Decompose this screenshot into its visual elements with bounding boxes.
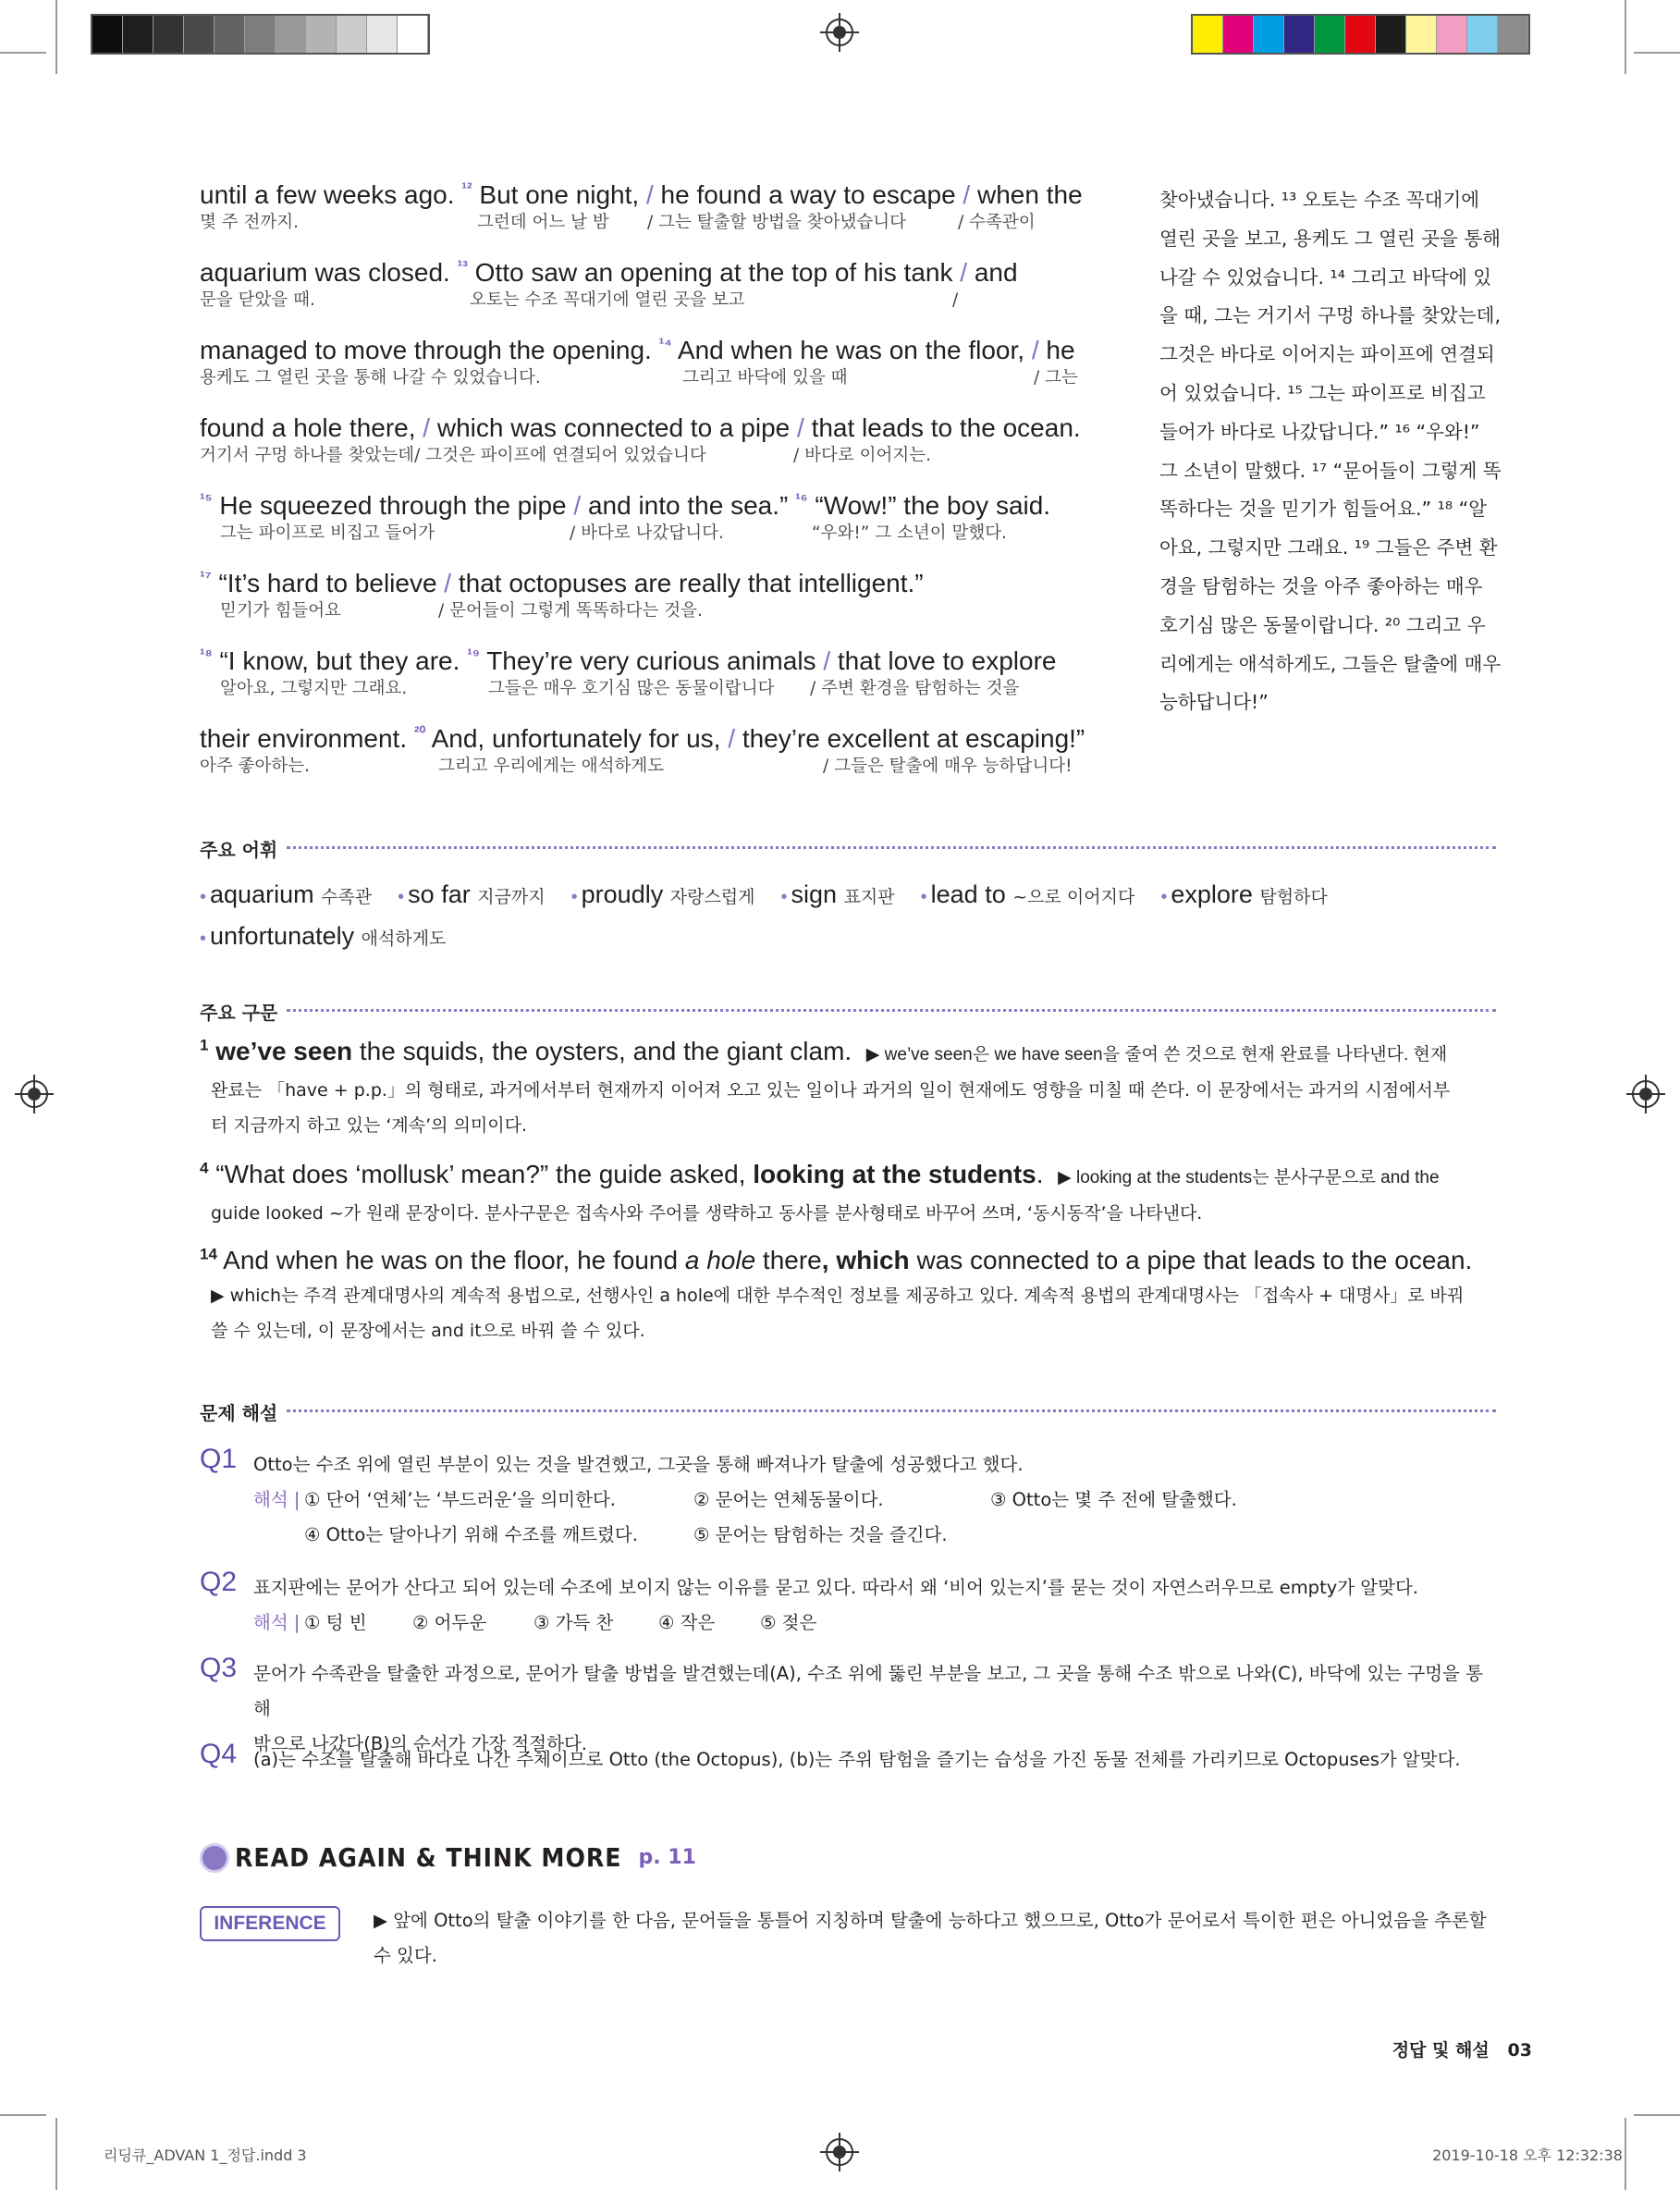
vocab-meaning: ~으로 이어지다: [1012, 887, 1135, 907]
text-chunk: They’re very curious animals: [479, 646, 816, 675]
gloss-chunk: 그리고 바닥에 있을 때: [682, 368, 848, 388]
crop-mark: [1634, 2114, 1680, 2116]
slash-mark: /: [566, 491, 588, 520]
gloss-chunk: / 바다로 이어지는.: [793, 446, 931, 465]
gloss-chunk: 그리고 우리에게는 애석하게도: [438, 757, 665, 776]
color-swatch: [276, 16, 306, 53]
gloss-chunk: 그런데 어느 날 밤: [477, 213, 609, 232]
answer-explanation: (a)는 수조를 탈출해 바다로 나간 주체이므로 Otto (the Octopus), (b)는 주위 탐험을 즐기는 습성을 가진 동물 전체를 가리키므로 Octopuses가 알맞다.: [253, 1749, 1461, 1770]
date-slug: 2019-10-18 오후 12:32:38: [1432, 2147, 1623, 2164]
question-label: Q3: [200, 1653, 238, 1683]
text-chunk: aquarium was closed.: [200, 258, 458, 287]
english-line: [200, 490, 1087, 522]
english-line: [200, 723, 1087, 755]
gloss-chunk: 오토는 수조 꼭대기에 열린 곳을 보고: [470, 290, 745, 310]
english-line: [200, 179, 1087, 211]
phrase-text: .: [1036, 1160, 1044, 1188]
phrase-emphasis: we’ve seen: [215, 1037, 353, 1065]
inference-badge: INFERENCE: [200, 1906, 340, 1941]
vocab-word: sign: [791, 880, 838, 908]
option: ② 어두운: [412, 1612, 487, 1633]
text-chunk: “I know, but they are.: [212, 646, 468, 675]
phrase-text: “What does ‘mollusk’ mean?” the guide asked,: [215, 1160, 754, 1188]
text-chunk: But one night,: [472, 180, 640, 209]
read-again-title: READ AGAIN & THINK MORE: [235, 1842, 622, 1873]
read-again-heading: [200, 1842, 696, 1873]
text-chunk: their environment.: [200, 724, 414, 753]
color-swatch: [1437, 16, 1467, 53]
slash-mark: /: [1024, 336, 1047, 364]
korean-gloss: [200, 755, 1087, 779]
page-number: 03: [1507, 2040, 1532, 2061]
sentence-number: ¹⁷: [200, 568, 212, 586]
gloss-chunk: 거기서 구멍 하나를 찾았는데/ 그것은 파이프에 연결되어 있었습니다: [200, 446, 706, 465]
phrase-explanation: ▶ we’ve seen은 we have seen을 줄여 쓴 것으로 현재 완료를 나타낸다. 현재: [865, 1045, 1448, 1064]
vocab-item: [571, 875, 755, 917]
answer-explanation: 문어가 수족관을 탈출한 과정으로, 문어가 탈출 방법을 발견했는데(A), 수조 위에 뚫린 부분을 보고, 그 곳을 통해 수조 밖으로 나와(C), 바닥에 있는 구멍을 통해: [253, 1663, 1483, 1719]
text-chunk: until a few weeks ago.: [200, 180, 462, 209]
text-chunk: and: [974, 258, 1018, 287]
color-swatch: [153, 16, 184, 53]
file-slug: 리딩큐_ADVAN 1_정답.indd 3: [104, 2147, 307, 2164]
question-label: Q4: [200, 1739, 238, 1769]
phrase-sentence: [200, 1243, 1494, 1278]
phrase-text: was connected to a pipe that leads to the ocean.: [909, 1246, 1473, 1274]
slash-mark: /: [720, 724, 742, 753]
phrase-section-title: 주요 구문: [200, 1002, 278, 1024]
gloss-chunk: / 문어들이 그렇게 똑똑하다는 것을.: [438, 601, 703, 621]
crop-mark: [0, 2114, 46, 2116]
option: ① 단어 ‘연체’는 ‘부드러운’을 의미한다.: [304, 1489, 616, 1510]
vocab-item: [200, 875, 372, 917]
text-chunk: found a hole there,: [200, 413, 416, 442]
reading-line: [200, 412, 1087, 468]
vocab-item: [921, 875, 1135, 917]
color-swatch: [245, 16, 276, 53]
bullet-icon: •: [780, 887, 788, 907]
bullet-icon: •: [398, 887, 405, 907]
phrase-text: And when he was on the floor, he found: [223, 1246, 685, 1274]
answer-options: [253, 1518, 1492, 1553]
answer-explanation: Otto는 수조 위에 열린 부분이 있는 것을 발견했고, 그곳을 통해 빠져나가 탈출에 성공했다고 했다.: [253, 1454, 1024, 1475]
text-chunk: he found a way to escape: [660, 180, 956, 209]
registration-mark-icon: [826, 2138, 853, 2166]
gloss-chunk: / 주변 환경을 탐험하는 것을: [810, 679, 1020, 698]
answer-text: [253, 1447, 1492, 1553]
phrase-text: the squids, the oysters, and the giant clam.: [352, 1037, 852, 1065]
crop-mark: [1634, 52, 1680, 54]
registration-mark-icon: [1632, 1080, 1660, 1108]
page-reference: p. 11: [638, 1846, 696, 1869]
crop-mark: [55, 2118, 57, 2190]
vocab-meaning: 애석하게도: [361, 929, 447, 949]
option: ③ Otto는 몇 주 전에 탈출했다.: [990, 1489, 1237, 1510]
bullet-icon: •: [200, 887, 207, 907]
answer-text: [253, 1570, 1492, 1641]
korean-gloss: [200, 289, 1087, 313]
korean-gloss: [200, 599, 1087, 623]
color-swatch: [1254, 16, 1284, 53]
vocab-word: so far: [408, 880, 471, 908]
gloss-chunk: /: [952, 290, 959, 310]
color-swatch: [1406, 16, 1437, 53]
gloss-chunk: 용케도 그 열린 곳을 통해 나갈 수 있었습니다.: [200, 368, 541, 388]
crop-mark: [55, 0, 57, 74]
vocab-section-title: 주요 어휘: [200, 839, 278, 861]
vocab-word: explore: [1171, 880, 1253, 908]
answer-options: [253, 1483, 1492, 1518]
color-swatch: [184, 16, 215, 53]
english-line: [200, 646, 1087, 677]
sentence-number: ²⁰: [413, 723, 426, 742]
phrase-text: there: [755, 1246, 822, 1274]
color-swatch: [367, 16, 398, 53]
circle-bullet-icon: [200, 1843, 229, 1873]
korean-gloss: [200, 211, 1087, 235]
question-label: Q2: [200, 1567, 238, 1597]
color-swatch: [92, 16, 123, 53]
color-swatch: [1284, 16, 1315, 53]
text-chunk: managed to move through the opening.: [200, 336, 659, 364]
text-chunk: And, unfortunately for us,: [425, 724, 721, 753]
color-swatch: [1223, 16, 1254, 53]
gloss-chunk: / 바다로 나갔답니다.: [570, 523, 724, 543]
bullet-icon: •: [200, 929, 207, 949]
color-swatch: [337, 16, 367, 53]
answers-section-title: 문제 해설: [200, 1402, 278, 1424]
phrase-sentence: [200, 1034, 1494, 1073]
color-swatch: [398, 16, 428, 53]
inference-text: [374, 1903, 1492, 1974]
section-divider: [287, 1009, 1496, 1012]
gloss-chunk: “우와!” 그 소년이 말했다.: [812, 523, 1007, 543]
phrase-italic: a hole: [684, 1246, 756, 1274]
reading-line: [200, 335, 1087, 390]
color-swatch: [1467, 16, 1498, 53]
english-line: [200, 257, 1087, 289]
text-chunk: that leads to the ocean.: [811, 413, 1081, 442]
gloss-chunk: / 그는: [1034, 368, 1078, 388]
gloss-chunk: / 그들은 탈출에 매우 능하답니다!: [823, 757, 1073, 776]
vocab-meaning: 자랑스럽게: [669, 887, 755, 907]
registration-mark-icon: [826, 18, 853, 46]
bullet-icon: •: [570, 887, 578, 907]
crop-mark: [1625, 2118, 1626, 2190]
vocab-meaning: 수족관: [321, 887, 373, 907]
reading-line: [200, 490, 1087, 546]
sentence-number: 14: [200, 1245, 217, 1263]
phrase-item: [200, 1243, 1494, 1348]
phrase-item: [200, 1034, 1494, 1143]
text-chunk: and into the sea.”: [587, 491, 796, 520]
text-chunk: Otto saw an opening at the top of his tank: [467, 258, 953, 287]
phrase-explanation: ▶ which는 주격 관계대명사의 계속적 용법으로, 선행사인 a hole에 대한 부수적인 정보를 제공하고 있다. 계속적 용법의 관계대명사는 「접속사 + 대명사」로 바꿔: [211, 1286, 1465, 1306]
korean-gloss: [200, 366, 1087, 390]
gray-color-bar: [91, 14, 430, 55]
text-chunk: “It’s hard to believe: [211, 569, 437, 597]
section-divider: [287, 846, 1496, 849]
vocab-list: [200, 875, 1354, 958]
sentence-number: ¹⁸: [200, 646, 213, 664]
gloss-chunk: 믿기가 힘들어요: [220, 601, 341, 621]
vocab-item: [200, 917, 446, 958]
page-footer: [1392, 2036, 1532, 2061]
color-swatch: [1498, 16, 1528, 53]
reading-line: [200, 646, 1087, 701]
question-label: Q1: [200, 1444, 238, 1474]
footer-section: 정답 및 해설: [1392, 2040, 1490, 2061]
vocab-word: aquarium: [210, 880, 314, 908]
sentence-number: ¹⁴: [658, 335, 672, 353]
phrase-explanation: 쓸 수 있는데, 이 문장에서는 and it으로 바꿔 쓸 수 있다.: [211, 1321, 645, 1341]
option: ④ Otto는 달아나기 위해 수조를 깨트렸다.: [304, 1524, 638, 1545]
bullet-icon: •: [920, 887, 927, 907]
phrase-explanation: ▶ looking at the students는 분사구문으로 and the: [1058, 1168, 1440, 1187]
color-swatch: [1193, 16, 1223, 53]
section-divider: [287, 1409, 1496, 1412]
vocab-item: [398, 875, 545, 917]
translation-label: 해석 |: [253, 1612, 300, 1633]
gloss-chunk: 그들은 매우 호기심 많은 동물이랍니다: [488, 679, 775, 698]
text-chunk: And when he was on the floor,: [671, 336, 1025, 364]
sentence-number: ¹³: [457, 257, 468, 276]
text-chunk: they’re excellent at escaping!”: [742, 724, 1085, 753]
english-line: [200, 335, 1087, 366]
inference-line: 수 있다.: [374, 1945, 437, 1966]
phrase-explanation: 완료는 「have + p.p.」의 형태로, 과거에서부터 현재까지 이어져 오고 있는 일이나 과거의 일이 현재에도 영향을 미칠 때 쓴다. 이 문장에서는 과거의 시점에서부: [211, 1080, 1451, 1101]
gloss-chunk: / 그는 탈출할 방법을 찾아냈습니다: [647, 213, 906, 232]
color-swatch: [1315, 16, 1345, 53]
reading-line: [200, 568, 1087, 623]
phrase-sentence: [200, 1157, 1494, 1196]
phrase-explanation: 터 지금까지 하고 있는 ‘계속’의 의미이다.: [211, 1115, 527, 1136]
text-chunk: he: [1046, 336, 1075, 364]
vocab-word: lead to: [930, 880, 1006, 908]
option: ① 텅 빈: [304, 1612, 367, 1633]
vocab-item: [781, 875, 895, 917]
slash-mark: /: [790, 413, 812, 442]
sentence-number: 1: [200, 1036, 209, 1054]
sentence-number: 4: [200, 1159, 209, 1177]
slash-mark: /: [415, 413, 437, 442]
slash-mark: /: [955, 180, 977, 209]
sentence-number: ¹⁶: [795, 490, 808, 509]
english-line: [200, 568, 1087, 599]
phrase-item: [200, 1157, 1494, 1231]
phrase-emphasis: , which: [821, 1246, 910, 1274]
option: ③ 가득 찬: [533, 1612, 614, 1633]
vocab-word: unfortunately: [210, 922, 355, 950]
vocab-meaning: 지금까지: [477, 887, 546, 907]
text-chunk: He squeezed through the pipe: [212, 491, 567, 520]
text-chunk: “Wow!” the boy said.: [807, 491, 1051, 520]
gloss-chunk: 문을 닫았을 때.: [200, 290, 315, 310]
text-chunk: which was connected to a pipe: [436, 413, 791, 442]
sentence-number: ¹²: [461, 179, 472, 198]
gloss-chunk: / 수족관이: [958, 213, 1036, 232]
slash-mark: /: [639, 180, 661, 209]
option: ⑤ 젖은: [760, 1612, 817, 1633]
slash-mark: /: [815, 646, 838, 675]
vocab-item: [1160, 875, 1328, 917]
phrase-emphasis: looking at the students: [753, 1160, 1036, 1188]
gloss-chunk: 그는 파이프로 비집고 들어가: [220, 523, 435, 543]
option: ④ 작은: [658, 1612, 716, 1633]
color-swatch: [1376, 16, 1406, 53]
gloss-chunk: 몇 주 전까지.: [200, 213, 299, 232]
gloss-chunk: 아주 좋아하는.: [200, 757, 310, 776]
reading-line: [200, 257, 1087, 313]
answer-text: [253, 1742, 1492, 1778]
answer-explanation: 표지판에는 문어가 산다고 되어 있는데 수조에 보이지 않는 이유를 묻고 있다. 따라서 왜 ‘비어 있는지’를 묻는 것이 자연스러우므로 empty가 알맞다.: [253, 1577, 1418, 1598]
color-swatch: [123, 16, 153, 53]
color-bar: [1191, 14, 1530, 55]
answer-explanation: 밖으로 나갔다(B)의 순서가 가장 적절하다.: [253, 1733, 587, 1754]
text-chunk: when the: [977, 180, 1083, 209]
korean-gloss: [200, 444, 1087, 468]
korean-gloss: [200, 677, 1087, 701]
option: ⑤ 문어는 탐험하는 것을 즐긴다.: [693, 1524, 948, 1545]
bullet-icon: •: [1160, 887, 1168, 907]
crop-mark: [1625, 0, 1626, 74]
korean-translation: 찾아냈습니다. ¹³ 오토는 수조 꼭대기에 열린 곳을 보고, 용케도 그 열린 곳을 통해 나갈 수 있었습니다. ¹⁴ 그리고 바닥에 있을 때, 그는 거기서 구멍 하나를 찾았는데, 그것은 바다로 이어지는 파이프에 연결되어 있었습니다. ¹⁵ 그는 파이프로 비집고 들어가 바다로 나갔답니다.” ¹⁶ “우와!” 그 소년이 말했다. ¹⁷ “문어들이 그렇게 똑똑하다는 것을 믿기가 힘들어요.” ¹⁸ “알아요, 그렇지만 그래요. ¹⁹ 그들은 주변 환경을 탐험하는 것을 아주 좋아하는 매우 호기심 많은 동물이랍니다. ²⁰ 그리고 우리에게는 애석하게도, 그들은 탈출에 매우 능하답니다!”: [1159, 189, 1502, 714]
registration-mark-icon: [20, 1080, 48, 1108]
vocab-word: proudly: [581, 880, 664, 908]
text-chunk: that love to explore: [837, 646, 1057, 675]
slash-mark: /: [952, 258, 975, 287]
translation-label: 해석 |: [253, 1489, 300, 1510]
vocab-meaning: 탐험하다: [1259, 887, 1328, 907]
inference-line: ▶ 앞에 Otto의 탈출 이야기를 한 다음, 문어들을 통틀어 지칭하며 탈출에 능하다고 했으므로, Otto가 문어로서 특이한 편은 아니었음을 추론할: [374, 1910, 1487, 1931]
sentence-number: ¹⁹: [467, 646, 480, 664]
color-swatch: [306, 16, 337, 53]
slash-mark: /: [436, 569, 459, 597]
crop-mark: [0, 52, 46, 54]
color-swatch: [1345, 16, 1376, 53]
option: ② 문어는 연체동물이다.: [693, 1489, 884, 1510]
vocab-meaning: 표지판: [843, 887, 895, 907]
korean-gloss: [200, 522, 1087, 546]
text-chunk: that octopuses are really that intelligent.”: [458, 569, 924, 597]
color-swatch: [215, 16, 245, 53]
reading-line: [200, 723, 1087, 779]
gloss-chunk: 알아요, 그렇지만 그래요.: [220, 679, 408, 698]
reading-line: [200, 179, 1087, 235]
sentence-number: ¹⁵: [200, 490, 213, 509]
phrase-explanation: guide looked ~가 원래 문장이다. 분사구문은 접속사와 주어를 생략하고 동사를 분사형태로 바꾸어 쓰며, ‘동시동작’을 나타낸다.: [211, 1203, 1203, 1224]
answer-options: [253, 1606, 1492, 1641]
english-line: [200, 412, 1087, 444]
